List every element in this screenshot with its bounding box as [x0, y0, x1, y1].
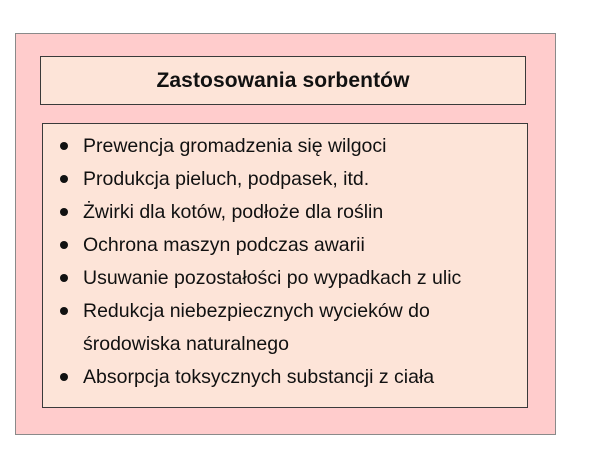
list-item-text: Żwirki dla kotów, podłoże dla roślin: [83, 201, 384, 223]
list-item: [43, 196, 527, 229]
title-box: [40, 56, 526, 105]
bullet-icon: [60, 274, 68, 282]
list-item-text-continuation: środowiska naturalnego: [83, 333, 289, 355]
list-item: [43, 229, 527, 262]
list-item-text: Usuwanie pozostałości po wypadkach z ulic: [83, 267, 462, 289]
bullet-icon: [60, 241, 68, 249]
bullet-icon: [60, 373, 68, 381]
list-item-text: Ochrona maszyn podczas awarii: [83, 234, 365, 256]
list-item: [43, 163, 527, 196]
bullet-icon: [60, 208, 68, 216]
bullet-icon: [60, 142, 68, 150]
list-item-text: Redukcja niebezpiecznych wycieków do: [83, 300, 430, 322]
bullet-icon: [60, 307, 68, 315]
list-item-text: Absorpcja toksycznych substancji z ciała: [83, 366, 435, 388]
list-item-text: Produkcja pieluch, podpasek, itd.: [83, 168, 370, 190]
list-item: [43, 295, 527, 361]
list-item: [43, 361, 527, 394]
list-item-text: Prewencja gromadzenia się wilgoci: [83, 135, 387, 157]
bullet-list: [43, 130, 527, 394]
diagram-title: Zastosowania sorbentów: [156, 68, 410, 92]
list-item: [43, 130, 527, 163]
bullet-icon: [60, 175, 68, 183]
list-item: [43, 262, 527, 295]
list-box: [42, 123, 528, 408]
